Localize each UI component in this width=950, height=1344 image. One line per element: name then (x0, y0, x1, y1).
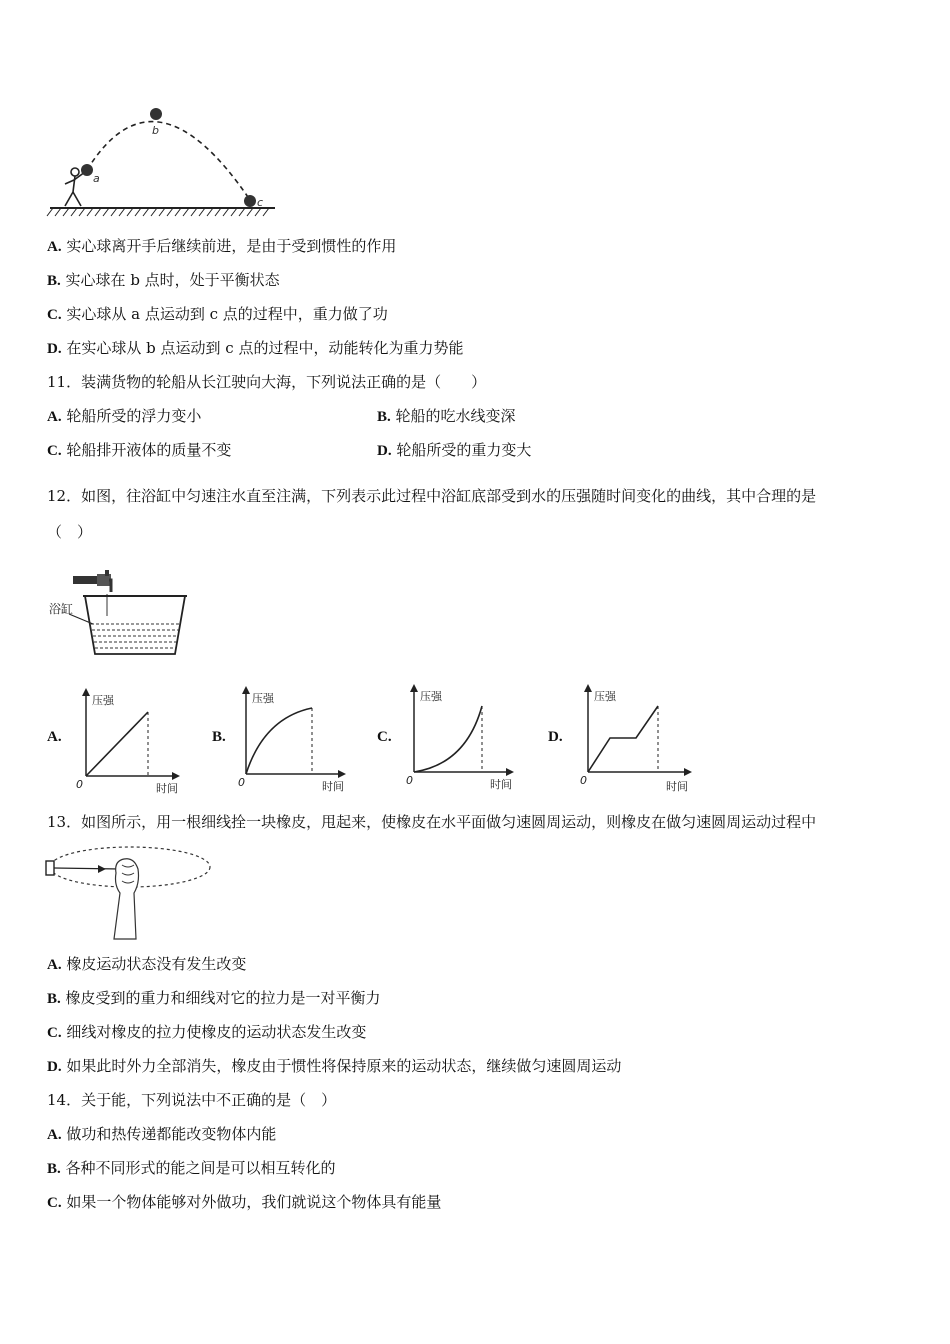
graph-d-ylabel: 压强 (594, 690, 616, 703)
q10-option-b: B. 实心球在 b 点时，处于平衡状态 (47, 271, 280, 289)
graph-c-label: C. (377, 729, 392, 745)
q14-option-b: B. 各种不同形式的能之间是可以相互转化的 (47, 1159, 336, 1177)
ball-a (81, 164, 93, 176)
label-b: b (152, 124, 159, 137)
graph-d-xlabel: 时间 (666, 780, 688, 793)
q14-option-c: C. 如果一个物体能够对外做功，我们就说这个物体具有能量 (47, 1193, 442, 1211)
q14-stem: 14．关于能，下列说法中不正确的是（ ） (47, 1091, 337, 1109)
graph-d-curve (588, 706, 658, 772)
graph-c-xlabel: 时间 (490, 778, 512, 791)
graph-a-curve (86, 712, 148, 776)
graph-c (402, 682, 516, 794)
q11-option-a: A. 轮船所受的浮力变小 (47, 407, 202, 425)
q10-option-d: D. 在实心球从 b 点运动到 c 点的过程中，动能转化为重力势能 (47, 339, 464, 357)
q11-stem: 11．装满货物的轮船从长江驶向大海，下列说法正确的是（ ） (47, 373, 487, 391)
graph-a-xlabel: 时间 (156, 782, 178, 795)
ball-c (244, 195, 256, 207)
q10-option-c: C. 实心球从 a 点运动到 c 点的过程中，重力做了功 (47, 305, 388, 323)
ball-b (150, 108, 162, 120)
q13-option-c: C. 细线对橡皮的拉力使橡皮的运动状态发生改变 (47, 1023, 367, 1041)
label-c: c (257, 196, 264, 209)
rotating-eraser-figure (42, 843, 214, 941)
thrower-figure (65, 168, 85, 206)
graph-c-origin: 0 (406, 774, 413, 787)
graph-c-curve (414, 706, 482, 772)
tub-label: 浴缸 (49, 602, 74, 616)
q11-option-c: C. 轮船排开液体的质量不变 (47, 441, 232, 459)
bathtub-figure (45, 568, 195, 660)
graph-b-label: B. (212, 729, 226, 745)
graph-d (576, 682, 696, 794)
graph-a-origin: 0 (76, 778, 83, 791)
graph-b-origin: 0 (238, 776, 245, 789)
eraser (46, 861, 54, 875)
graph-b-ylabel: 压强 (252, 692, 274, 705)
graph-d-label: D. (548, 729, 563, 745)
q11-option-b: B. 轮船的吃水线变深 (377, 407, 516, 425)
graph-b-curve (246, 708, 312, 774)
graph-a (72, 686, 182, 796)
label-a: a (93, 172, 100, 185)
q13-option-b: B. 橡皮受到的重力和细线对它的拉力是一对平衡力 (47, 989, 381, 1007)
q10-option-a: A. 实心球离开手后继续前进，是由于受到惯性的作用 (47, 237, 397, 255)
graph-d-origin: 0 (580, 774, 587, 787)
q13-option-d: D. 如果此时外力全部消失，橡皮由于惯性将保持原来的运动状态，继续做匀速圆周运动 (47, 1057, 622, 1075)
hand (114, 859, 139, 939)
graph-a-label: A. (47, 729, 62, 745)
q14-option-a: A. 做功和热传递都能改变物体内能 (47, 1125, 277, 1143)
projectile-figure (45, 100, 285, 222)
q13-stem: 13．如图所示，用一根细线拴一块橡皮，甩起来，使橡皮在水平面做匀速圆周运动，则橡皮在做匀速圆周运动过程中 (47, 813, 817, 831)
graph-b (234, 684, 348, 796)
graph-b-xlabel: 时间 (322, 780, 344, 793)
q12-stem-cont: （ ） (47, 523, 93, 541)
graph-c-ylabel: 压强 (420, 690, 442, 703)
q13-option-a: A. 橡皮运动状态没有发生改变 (47, 955, 247, 973)
q11-option-d: D. 轮船所受的重力变大 (377, 441, 532, 459)
graph-a-ylabel: 压强 (92, 694, 114, 707)
q12-stem: 12．如图，往浴缸中匀速注水直至注满，下列表示此过程中浴缸底部受到水的压强随时间变化的曲线，其中合理的是 (47, 487, 817, 505)
